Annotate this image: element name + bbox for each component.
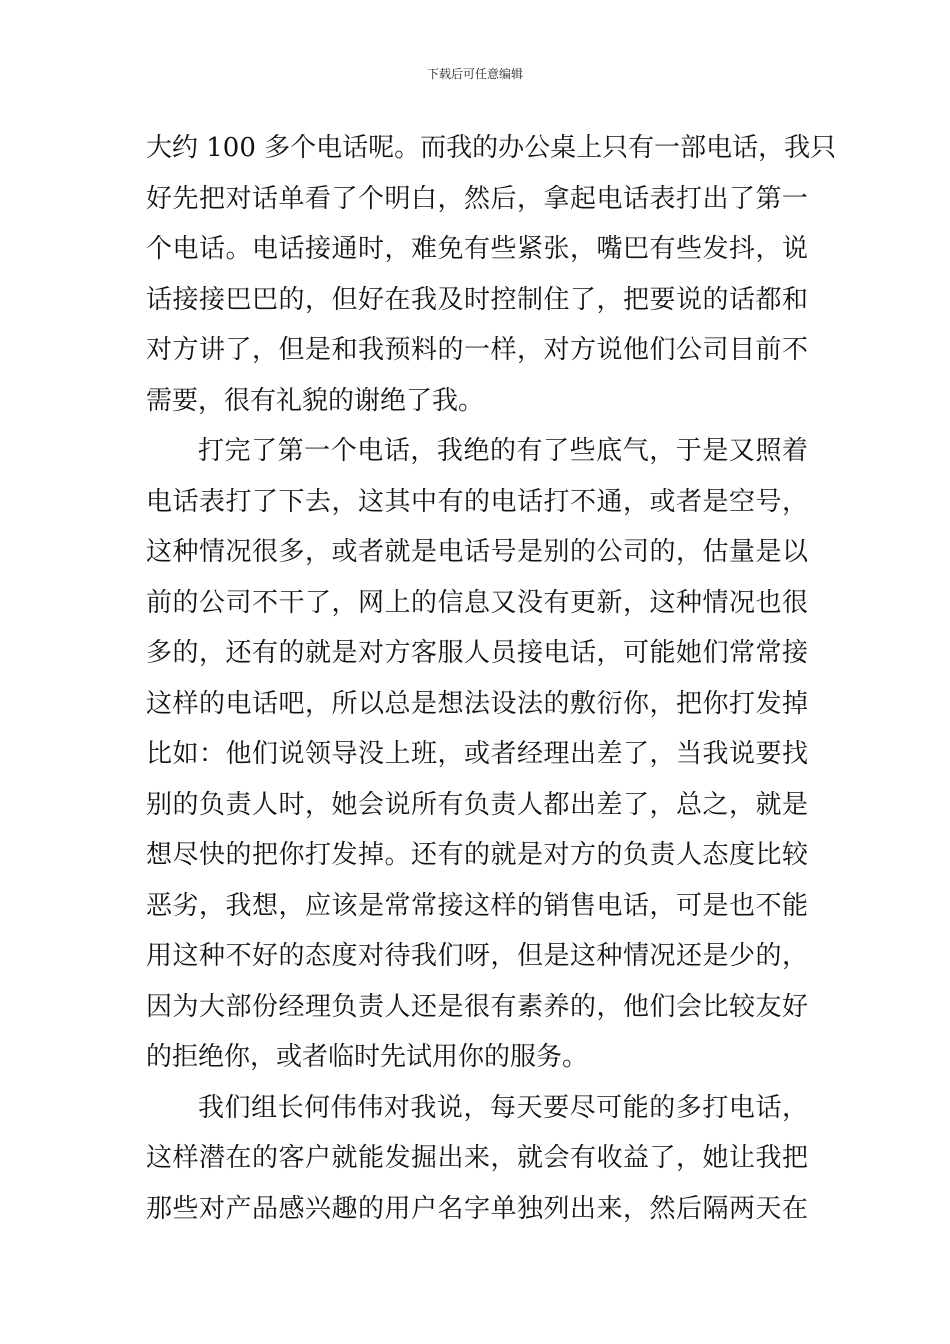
text-line: 个电话。电话接通时，难免有些紧张，嘴巴有些发抖，说	[146, 234, 808, 264]
text-line: 这样的电话吧，所以总是想法设法的敷衍你，把你打发掉	[146, 688, 808, 719]
text-line: 想尽快的把你打发掉。还有的就是对方的负责人态度比较	[146, 840, 808, 870]
text-line: 电话表打了下去，这其中有的电话打不通，或者是空号，	[146, 486, 808, 517]
text-line: 前的公司不干了，网上的信息又没有更新，这种情况也很	[146, 587, 808, 618]
text-line: 对方讲了，但是和我预料的一样，对方说他们公司目前不	[146, 335, 808, 365]
text-line: 大约 100 多个电话呢。而我的办公桌上只有一部电话，我只	[146, 133, 837, 163]
text-line: 用这种不好的态度对待我们呀，但是这种情况还是少的，	[146, 941, 808, 971]
text-line: 别的负责人时，她会说所有负责人都出差了，总之，就是	[146, 789, 808, 820]
text-line: 这种情况很多，或者就是电话号是别的公司的，估量是以	[146, 537, 808, 567]
paragraph-start-line: 我们组长何伟伟对我说，每天要尽可能的多打电话，	[198, 1092, 808, 1123]
text-line: 话接接巴巴的，但好在我及时控制住了，把要说的话都和	[146, 284, 808, 315]
body-text	[146, 123, 837, 1234]
text-line: 需要，很有礼貌的谢绝了我。	[146, 385, 485, 416]
text-line: 那些对产品感兴趣的用户名字单独列出来，然后隔两天在	[146, 1193, 808, 1224]
text-line: 比如：他们说领导没上班，或者经理出差了，当我说要找	[146, 739, 808, 769]
header-note: 下载后可任意编辑	[426, 67, 523, 81]
text-line: 的拒绝你，或者临时先试用你的服务。	[146, 1042, 589, 1072]
text-line: 恶劣，我想，应该是常常接这样的销售电话，可是也不能	[146, 890, 808, 921]
text-line: 好先把对话单看了个明白，然后，拿起电话表打出了第一	[146, 183, 808, 214]
text-line: 这样潜在的客户就能发掘出来，就会有收益了，她让我把	[146, 1143, 808, 1173]
paragraph-start-line: 打完了第一个电话，我绝的有了些底气，于是又照着	[198, 436, 808, 466]
text-line: 多的，还有的就是对方客服人员接电话，可能她们常常接	[146, 638, 808, 668]
text-line: 因为大部份经理负责人还是很有素养的，他们会比较友好	[146, 991, 808, 1022]
